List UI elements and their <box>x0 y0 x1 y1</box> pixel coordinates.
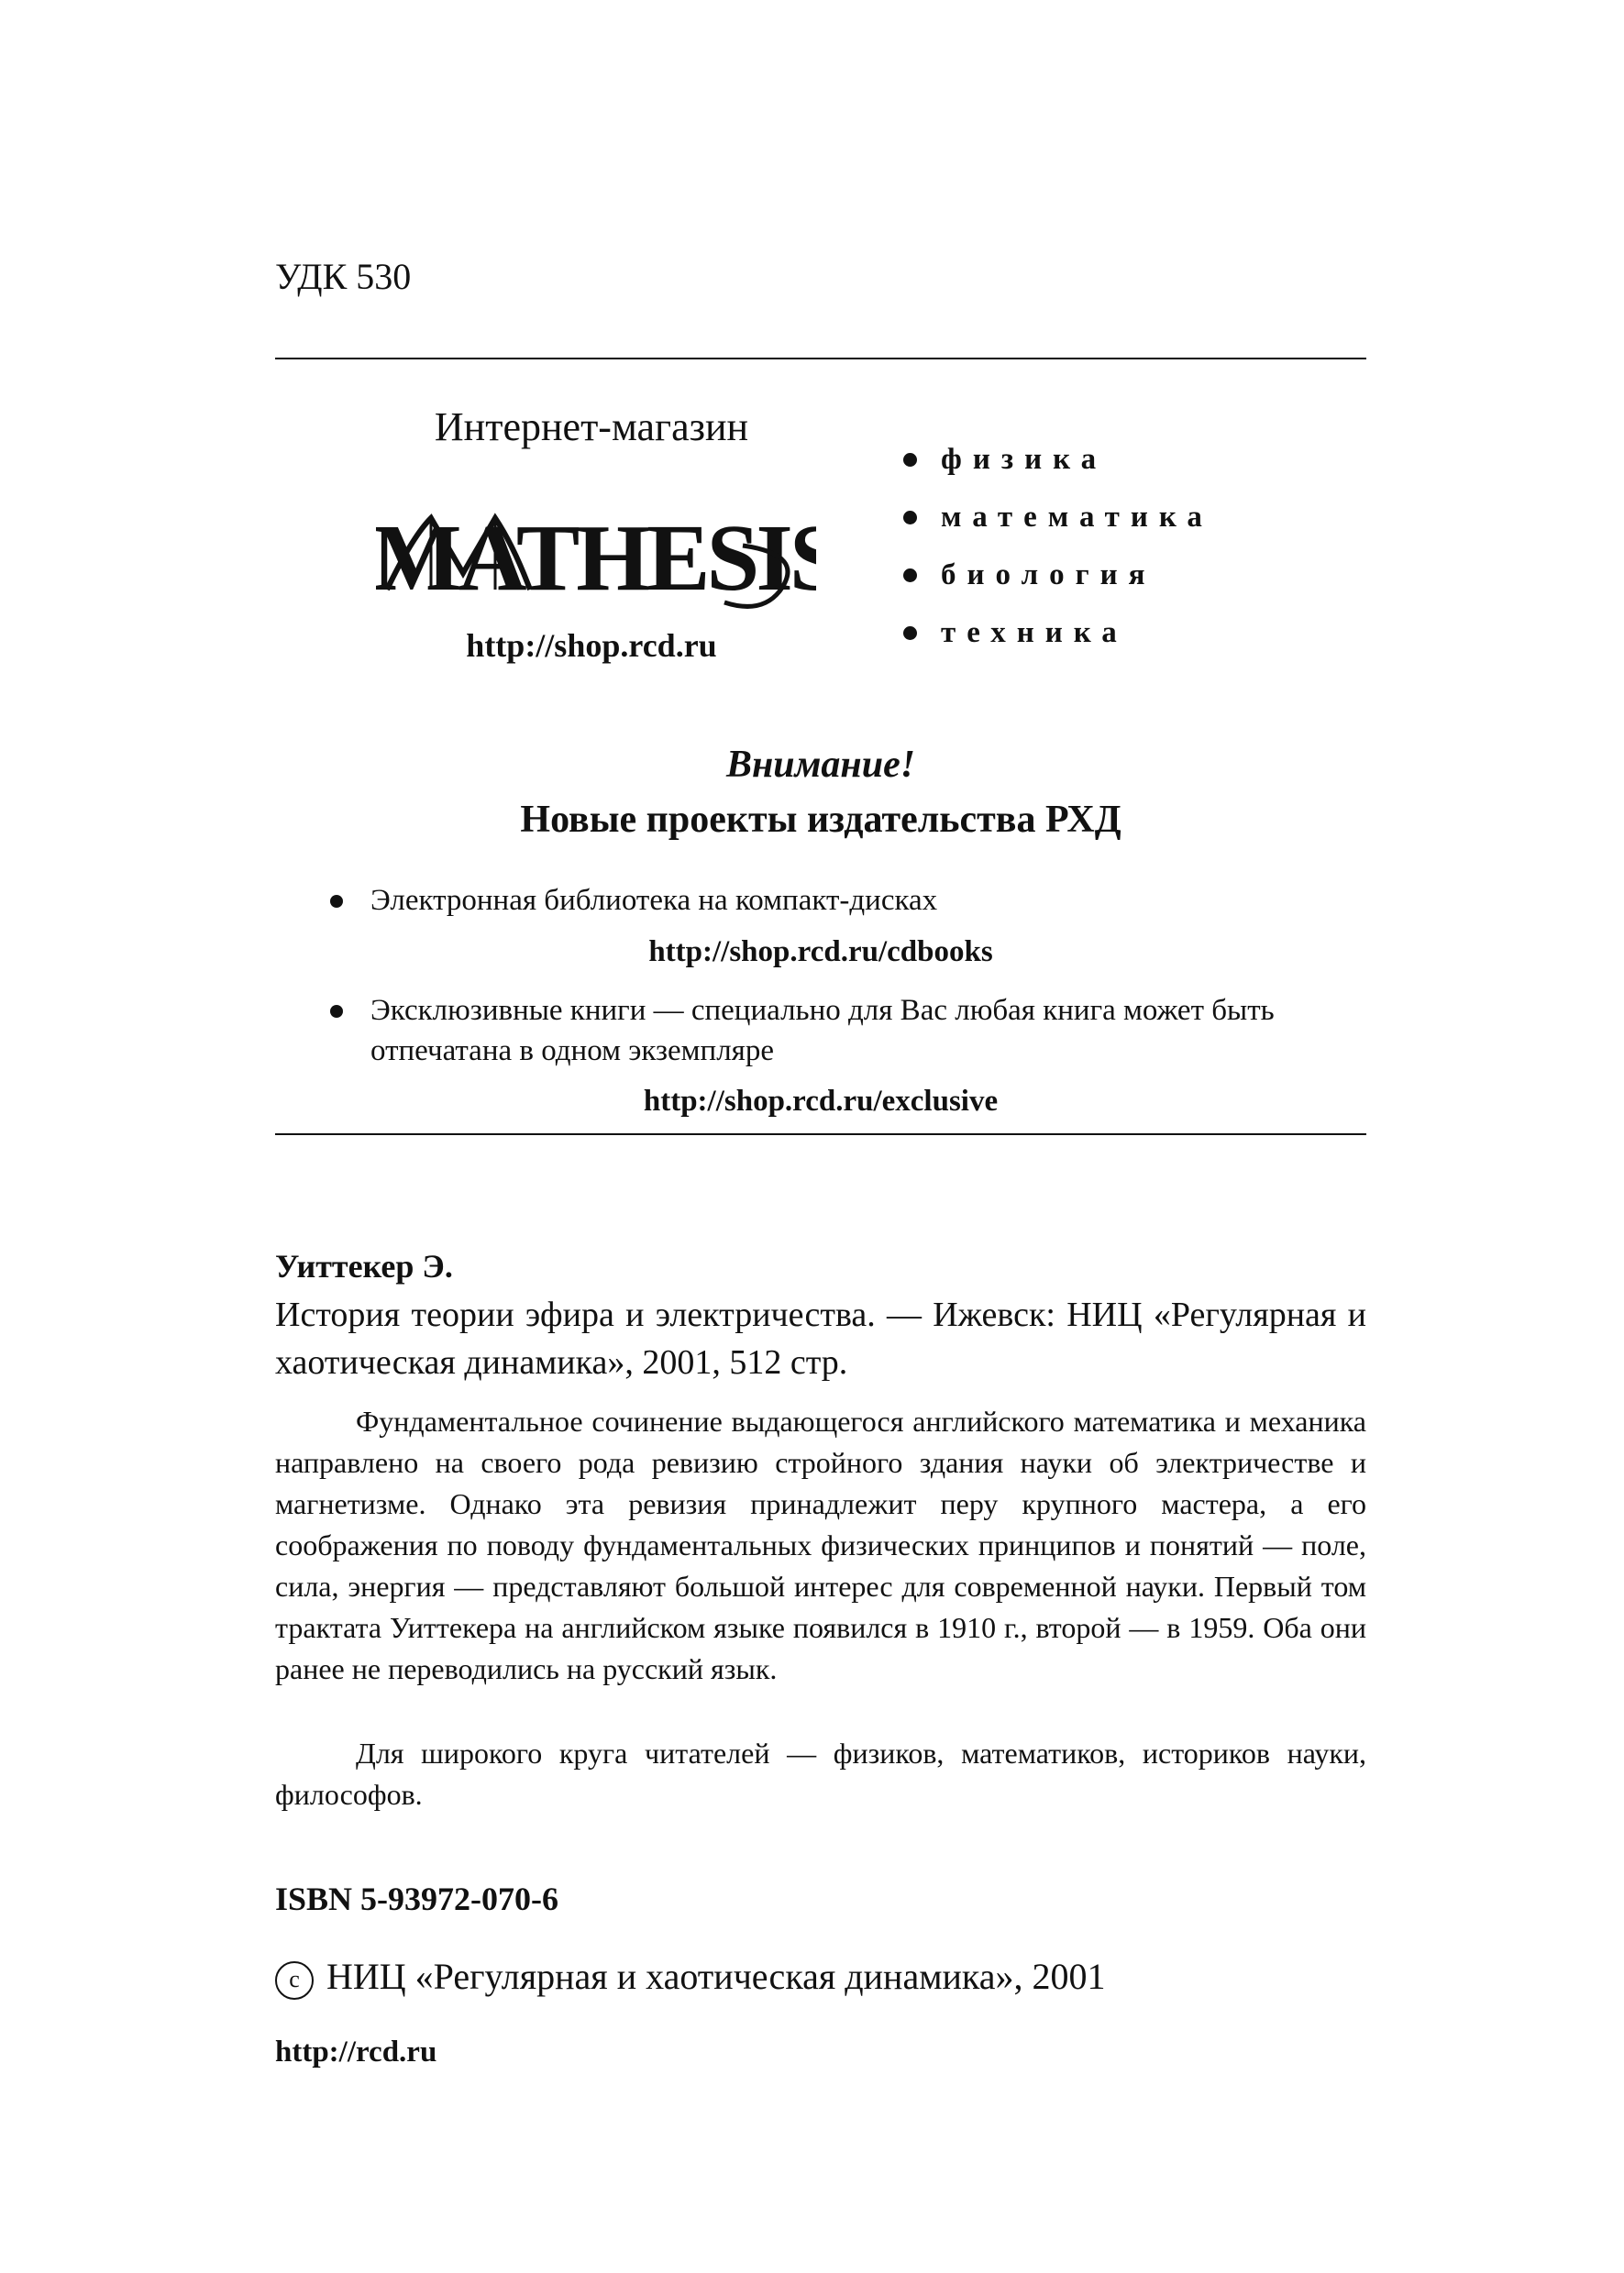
project-text: Эксклюзивные книги — специально для Вас любая книга может быть отпечатана в одном экземпляре <box>370 994 1275 1067</box>
copyright-icon: c <box>275 1961 314 2000</box>
shop-url[interactable]: http://shop.rcd.ru <box>466 627 717 664</box>
cdbooks-url[interactable]: http://shop.rcd.ru/cdbooks <box>648 935 993 968</box>
isbn: ISBN 5-93972-070-6 <box>275 1881 559 1917</box>
project-text: Электронная библиотека на компакт-дисках <box>370 884 938 917</box>
category-item: техника <box>903 604 1213 662</box>
category-item: математика <box>903 489 1213 546</box>
category-item: биология <box>903 546 1213 604</box>
bullet-icon <box>903 568 917 582</box>
category-list <box>903 431 1213 662</box>
bullet-icon <box>903 626 917 640</box>
top-divider <box>275 358 1366 359</box>
category-item: физика <box>903 431 1213 489</box>
book-audience: Для широкого круга читателей — физиков, математиков, историков науки, философов. <box>275 1737 1366 1811</box>
attention-title: Внимание! <box>725 744 916 786</box>
copyright <box>275 1955 1106 2000</box>
site-url[interactable]: http://rcd.ru <box>275 2036 437 2069</box>
bullet-icon <box>903 511 917 524</box>
book-abstract: Фундаментальное сочинение выдающегося английского математика и механика направлено на своего рода ревизию стройного здания науки об электричестве и магнетизме. Однако эта ревизия принадлежит перу крупного мастера, а его соображения по поводу фундаментальных физических принципов и понятий — поле, сила, энергия — представляют большой интерес для современной науки. Первый том трактата Уиттекера на английском языке появился в 1910 г., второй — в 1959. Оба они ранее не переводились на русский язык. <box>275 1405 1366 1685</box>
project-item-cdbooks <box>330 880 1370 921</box>
copyright-text: НИЦ «Регулярная и хаотическая динамика», 2001 <box>326 1956 1106 1997</box>
exclusive-url[interactable]: http://shop.rcd.ru/exclusive <box>643 1085 999 1118</box>
attention-subtitle: Новые проекты издательства РХД <box>520 799 1121 841</box>
project-item-exclusive <box>330 990 1370 1071</box>
shop-label: Интернет-магазин <box>434 404 749 449</box>
mathesis-logo <box>376 481 816 619</box>
bottom-divider <box>275 1133 1366 1135</box>
book-author: Уиттекер Э. <box>275 1248 453 1285</box>
bullet-icon <box>330 1005 343 1018</box>
logo-wordmark: MATHESIS <box>376 505 816 611</box>
bullet-icon <box>903 453 917 467</box>
bullet-icon <box>330 895 343 908</box>
udk-code: УДК 530 <box>275 256 412 297</box>
book-citation: История теории эфира и электричества. — Ижевск: НИЦ «Регулярная и хаотическая динамика», 2001, 512 стр. <box>275 1296 1366 1382</box>
